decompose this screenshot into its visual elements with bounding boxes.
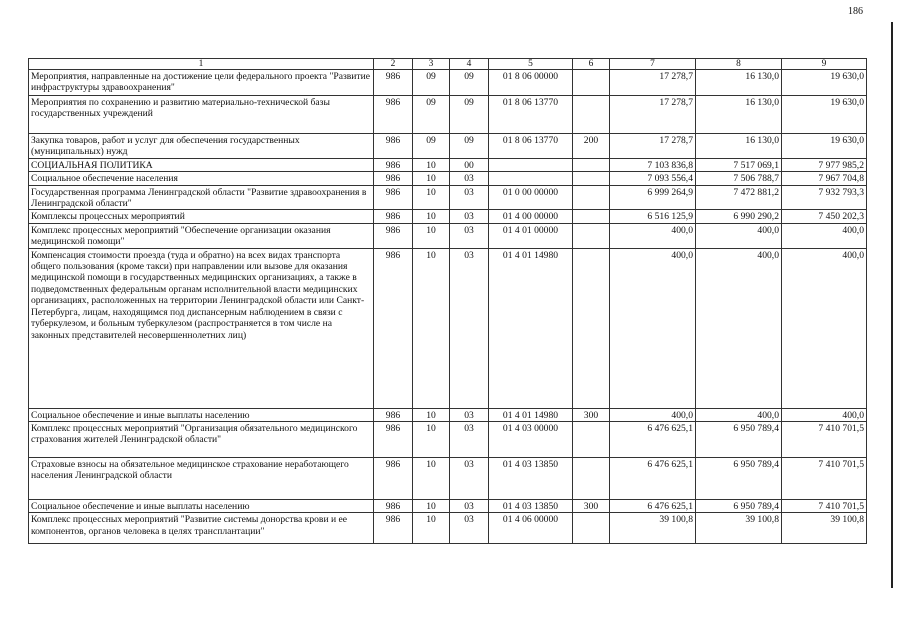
amount-cell: 7 410 701,5 [782, 458, 867, 500]
header-cell: 8 [696, 59, 782, 70]
subsection-cell: 03 [450, 513, 489, 544]
row-name-cell: Комплекс процессных мероприятий "Организация обязательного медицинского страхования жителей Ленинградской области" [29, 422, 374, 458]
table-row [29, 422, 867, 458]
amount-cell: 7 103 836,8 [610, 158, 696, 171]
section-cell: 10 [413, 422, 450, 458]
amount-cell: 7 093 556,4 [610, 172, 696, 185]
amount-cell: 16 130,0 [696, 134, 782, 159]
expense-type-cell [573, 422, 610, 458]
section-cell: 10 [413, 500, 450, 513]
amount-cell: 7 506 788,7 [696, 172, 782, 185]
ministry-code-cell: 986 [374, 500, 413, 513]
amount-cell: 7 517 069,1 [696, 158, 782, 171]
target-article-cell: 01 4 06 00000 [489, 513, 573, 544]
subsection-cell: 03 [450, 210, 489, 223]
target-article-cell [489, 158, 573, 171]
amount-cell: 17 278,7 [610, 96, 696, 134]
section-cell: 10 [413, 210, 450, 223]
amount-cell: 6 950 789,4 [696, 500, 782, 513]
table-row [29, 458, 867, 500]
expense-type-cell: 200 [573, 134, 610, 159]
target-article-cell: 01 4 03 13850 [489, 458, 573, 500]
page-number: 186 [848, 6, 863, 17]
section-cell: 10 [413, 172, 450, 185]
expense-type-cell [573, 158, 610, 171]
table-row [29, 134, 867, 159]
amount-cell: 6 950 789,4 [696, 458, 782, 500]
header-cell: 3 [413, 59, 450, 70]
ministry-code-cell: 986 [374, 185, 413, 210]
table-row [29, 248, 867, 408]
amount-cell: 19 630,0 [782, 134, 867, 159]
subsection-cell: 09 [450, 134, 489, 159]
amount-cell: 39 100,8 [610, 513, 696, 544]
expense-type-cell [573, 70, 610, 96]
amount-cell: 19 630,0 [782, 96, 867, 134]
header-cell: 9 [782, 59, 867, 70]
expense-type-cell [573, 96, 610, 134]
amount-cell: 6 999 264,9 [610, 185, 696, 210]
row-name-cell: Социальное обеспечение и иные выплаты населению [29, 500, 374, 513]
header-cell: 2 [374, 59, 413, 70]
ministry-code-cell: 986 [374, 422, 413, 458]
amount-cell: 400,0 [610, 248, 696, 408]
expense-type-cell [573, 223, 610, 248]
row-name-cell: Комплекс процессных мероприятий "Обеспечение организации оказания медицинской помощи" [29, 223, 374, 248]
table-row [29, 70, 867, 96]
section-cell: 10 [413, 158, 450, 171]
row-name-cell: Государственная программа Ленинградской области "Развитие здравоохранения в Ленинградской области" [29, 185, 374, 210]
subsection-cell: 03 [450, 422, 489, 458]
target-article-cell: 01 4 01 14980 [489, 408, 573, 421]
target-article-cell: 01 4 01 00000 [489, 223, 573, 248]
header-cell: 7 [610, 59, 696, 70]
table-row [29, 96, 867, 134]
budget-table [28, 58, 867, 544]
table-row [29, 513, 867, 544]
amount-cell: 400,0 [696, 248, 782, 408]
subsection-cell: 03 [450, 248, 489, 408]
page-edge-rule [891, 22, 893, 588]
ministry-code-cell: 986 [374, 134, 413, 159]
row-name-cell: Закупка товаров, работ и услуг для обеспечения государственных (муниципальных) нужд [29, 134, 374, 159]
section-cell: 10 [413, 248, 450, 408]
amount-cell: 6 516 125,9 [610, 210, 696, 223]
amount-cell: 400,0 [782, 408, 867, 421]
target-article-cell: 01 8 06 13770 [489, 96, 573, 134]
amount-cell: 7 967 704,8 [782, 172, 867, 185]
section-cell: 10 [413, 185, 450, 210]
target-article-cell [489, 172, 573, 185]
section-cell: 10 [413, 408, 450, 421]
table-row [29, 408, 867, 421]
subsection-cell: 03 [450, 500, 489, 513]
section-cell: 10 [413, 513, 450, 544]
row-name-cell: СОЦИАЛЬНАЯ ПОЛИТИКА [29, 158, 374, 171]
expense-type-cell [573, 458, 610, 500]
ministry-code-cell: 986 [374, 96, 413, 134]
expense-type-cell [573, 185, 610, 210]
table-row [29, 158, 867, 171]
amount-cell: 400,0 [610, 223, 696, 248]
section-cell: 10 [413, 458, 450, 500]
amount-cell: 400,0 [610, 408, 696, 421]
target-article-cell: 01 4 01 14980 [489, 248, 573, 408]
expense-type-cell: 300 [573, 408, 610, 421]
ministry-code-cell: 986 [374, 248, 413, 408]
ministry-code-cell: 986 [374, 210, 413, 223]
table-row [29, 500, 867, 513]
target-article-cell: 01 4 03 00000 [489, 422, 573, 458]
amount-cell: 7 472 881,2 [696, 185, 782, 210]
amount-cell: 400,0 [782, 248, 867, 408]
expense-type-cell [573, 248, 610, 408]
amount-cell: 7 410 701,5 [782, 422, 867, 458]
amount-cell: 17 278,7 [610, 134, 696, 159]
ministry-code-cell: 986 [374, 70, 413, 96]
amount-cell: 6 476 625,1 [610, 500, 696, 513]
amount-cell: 17 278,7 [610, 70, 696, 96]
subsection-cell: 03 [450, 408, 489, 421]
table-row [29, 223, 867, 248]
target-article-cell: 01 8 06 00000 [489, 70, 573, 96]
row-name-cell: Страховые взносы на обязательное медицинское страхование неработающего населения Ленинградской области [29, 458, 374, 500]
target-article-cell: 01 4 03 13850 [489, 500, 573, 513]
amount-cell: 7 410 701,5 [782, 500, 867, 513]
subsection-cell: 00 [450, 158, 489, 171]
table-header-row [29, 59, 867, 70]
target-article-cell: 01 4 00 00000 [489, 210, 573, 223]
subsection-cell: 03 [450, 223, 489, 248]
section-cell: 09 [413, 70, 450, 96]
amount-cell: 6 990 290,2 [696, 210, 782, 223]
row-name-cell: Комплексы процессных мероприятий [29, 210, 374, 223]
header-cell: 1 [29, 59, 374, 70]
expense-type-cell [573, 172, 610, 185]
subsection-cell: 03 [450, 172, 489, 185]
section-cell: 09 [413, 134, 450, 159]
ministry-code-cell: 986 [374, 458, 413, 500]
row-name-cell: Мероприятия по сохранению и развитию материально-технической базы государственных учреждений [29, 96, 374, 134]
section-cell: 10 [413, 223, 450, 248]
row-name-cell: Компенсация стоимости проезда (туда и обратно) на всех видах транспорта общего пользования (кроме такси) при направлении или вызове для оказания медицинской помощи в государственных медицинских организациях, а также в подведомственных федеральным органам исполнительной власти медицинских организациях, расположенных на территории Ленинградской области или Санкт-Петербурга, лицам, находящимся под диспансерным наблюдением в связи с туберкулезом, и больным туберкулезом (распространяется в том числе на законных представителей несовершеннолетних лиц) [29, 248, 374, 408]
header-cell: 5 [489, 59, 573, 70]
header-cell: 4 [450, 59, 489, 70]
expense-type-cell [573, 210, 610, 223]
subsection-cell: 03 [450, 458, 489, 500]
section-cell: 09 [413, 96, 450, 134]
expense-type-cell: 300 [573, 500, 610, 513]
target-article-cell: 01 8 06 13770 [489, 134, 573, 159]
amount-cell: 7 450 202,3 [782, 210, 867, 223]
subsection-cell: 03 [450, 185, 489, 210]
amount-cell: 7 932 793,3 [782, 185, 867, 210]
row-name-cell: Социальное обеспечение населения [29, 172, 374, 185]
amount-cell: 400,0 [696, 223, 782, 248]
amount-cell: 400,0 [696, 408, 782, 421]
subsection-cell: 09 [450, 70, 489, 96]
row-name-cell: Социальное обеспечение и иные выплаты населению [29, 408, 374, 421]
ministry-code-cell: 986 [374, 223, 413, 248]
amount-cell: 400,0 [782, 223, 867, 248]
ministry-code-cell: 986 [374, 513, 413, 544]
amount-cell: 7 977 985,2 [782, 158, 867, 171]
subsection-cell: 09 [450, 96, 489, 134]
amount-cell: 6 476 625,1 [610, 458, 696, 500]
ministry-code-cell: 986 [374, 408, 413, 421]
row-name-cell: Комплекс процессных мероприятий "Развитие системы донорства крови и ее компонентов, органов человека в целях трансплантации" [29, 513, 374, 544]
amount-cell: 39 100,8 [696, 513, 782, 544]
expense-type-cell [573, 513, 610, 544]
amount-cell: 19 630,0 [782, 70, 867, 96]
amount-cell: 6 950 789,4 [696, 422, 782, 458]
table-row [29, 210, 867, 223]
row-name-cell: Мероприятия, направленные на достижение цели федерального проекта "Развитие инфраструктуры здравоохранения" [29, 70, 374, 96]
amount-cell: 6 476 625,1 [610, 422, 696, 458]
header-cell: 6 [573, 59, 610, 70]
amount-cell: 16 130,0 [696, 96, 782, 134]
amount-cell: 39 100,8 [782, 513, 867, 544]
target-article-cell: 01 0 00 00000 [489, 185, 573, 210]
table-row [29, 172, 867, 185]
ministry-code-cell: 986 [374, 172, 413, 185]
ministry-code-cell: 986 [374, 158, 413, 171]
amount-cell: 16 130,0 [696, 70, 782, 96]
table-row [29, 185, 867, 210]
